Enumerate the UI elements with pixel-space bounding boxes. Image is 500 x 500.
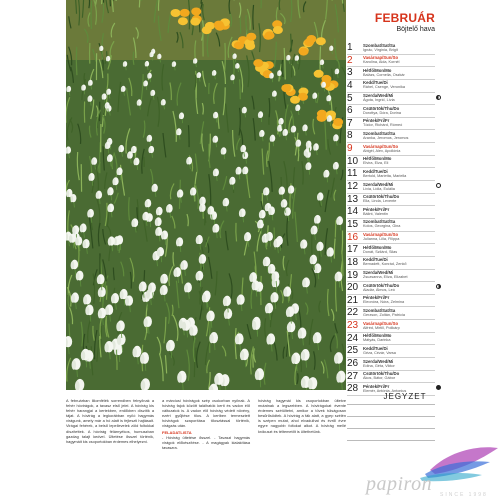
- logo-text: papiron: [366, 473, 433, 495]
- name-days: Géza, Cézár, Varsa: [363, 350, 396, 355]
- article-text: a márciusi hóvirágok szép csokorban nyílnak. A hóvirág fajok között találhatók kerti és vadon élő változatok is. A vadon élő hóvirág védett növény, ezért gyűjtése tilos. A kertben termesztett hóvirágok szaporítása tőosztással történik, virágzás után.: [162, 398, 250, 429]
- article-column-3: [258, 398, 346, 434]
- day-row: [347, 358, 435, 371]
- day-name: Hétfő/Mon/Mo: [363, 333, 392, 339]
- day-number: 2: [347, 54, 353, 66]
- day-name: Szombat/Sat/Sa: [363, 219, 396, 225]
- month-subtitle: Böjtelő hava: [396, 26, 435, 33]
- name-days: Bertold, Marietta, Mariella: [363, 173, 407, 178]
- day-number: 25: [347, 345, 359, 357]
- day-number: 20: [347, 282, 359, 294]
- notes-line: [347, 404, 435, 405]
- task-list-heading: FELADATLISTA: [162, 429, 192, 435]
- name-days: Elemér, Antónia, Antonius: [363, 388, 407, 393]
- name-days: Ráhel, Csenge, Veronika: [363, 85, 406, 90]
- notes-line: [347, 416, 435, 417]
- day-name: Szombat/Sat/Sa: [363, 307, 396, 313]
- day-number: 18: [347, 256, 359, 268]
- day-number: 13: [347, 193, 359, 205]
- day-name: Kedd/Tue/Di: [363, 257, 388, 263]
- name-days: Abigél, Alex, Apollónia: [363, 148, 401, 153]
- day-name: Hétfő/Mon/Mo: [363, 156, 392, 162]
- day-row: [347, 270, 435, 283]
- day-row: [347, 320, 435, 333]
- name-days: Balázs, Cornelia, Oszkár: [363, 72, 405, 77]
- notes-line: [347, 428, 435, 429]
- day-row: [347, 156, 435, 169]
- name-days: Ella, Linda, Levente: [363, 199, 397, 204]
- name-days: Julianna, Lilla, Filippa: [363, 237, 400, 242]
- day-number: 11: [347, 168, 358, 180]
- day-number: 15: [347, 218, 359, 230]
- day-name: Csütörtök/Thu/Do: [363, 105, 400, 111]
- calendar-column: [347, 0, 435, 395]
- day-number: 14: [347, 206, 359, 218]
- name-days: Dorottya, Dóra, Dorina: [363, 110, 401, 115]
- day-name: Kedd/Tue/Di: [363, 345, 388, 351]
- day-row: [347, 194, 435, 207]
- task-list-text: - Hóvirág ültetése ősszel. - Tavaszi hagymás virágok előkészítése. - A magágyak kialakítása tavaszra.: [162, 434, 250, 450]
- article-columns: [66, 398, 346, 500]
- day-name: Hétfő/Mon/Mo: [363, 67, 392, 73]
- day-name: Szerda/Wed/Mi: [363, 181, 394, 187]
- day-row: [347, 307, 435, 320]
- day-number: 26: [347, 358, 359, 370]
- day-name: Kedd/Tue/Di: [363, 80, 388, 86]
- name-days: Donát, Szilárd, Silas: [363, 249, 398, 254]
- day-name: Hétfő/Mon/Mo: [363, 244, 392, 250]
- day-row: [347, 219, 435, 232]
- moon-phase-icon: [436, 385, 441, 390]
- day-list: [347, 42, 435, 396]
- day-number: 21: [347, 294, 359, 306]
- day-name: Szerda/Wed/Mi: [363, 270, 394, 276]
- day-name: Szerda/Wed/Mi: [363, 93, 394, 99]
- snowdrop-field-image: [66, 0, 346, 390]
- day-number: 23: [347, 320, 359, 332]
- name-days: Alfréd, Mirtill, Polikárp: [363, 325, 400, 330]
- day-row: [347, 105, 435, 118]
- day-row: [347, 333, 435, 346]
- day-row: [347, 181, 435, 194]
- name-days: Aranka, Jeromos, Jeromos: [363, 135, 409, 140]
- article-column-2: [162, 398, 250, 450]
- day-number: 4: [347, 79, 353, 91]
- moon-phase-icon: [436, 95, 441, 100]
- day-name: Péntek/Fri/Fr: [363, 118, 390, 124]
- day-row: [347, 168, 435, 181]
- name-days: Edina, Géta, Viktor: [363, 363, 395, 368]
- name-days: Aladár, Álmos, Leó: [363, 287, 395, 292]
- day-row: [347, 345, 435, 358]
- day-number: 28: [347, 383, 359, 395]
- day-row: [347, 295, 435, 308]
- moon-phase-icon: [436, 183, 441, 188]
- day-row: [347, 42, 435, 55]
- day-row: [347, 55, 435, 68]
- name-days: Bernadett, Konrád, Zenkő: [363, 262, 407, 267]
- day-name: Vasárnap/Sun/So: [363, 55, 399, 61]
- day-name: Péntek/Fri/Fr: [363, 383, 390, 389]
- day-row: [347, 371, 435, 384]
- name-days: Mátyás, Darinka: [363, 338, 391, 343]
- day-row: [347, 143, 435, 156]
- month-title: FEBRUÁR: [374, 11, 435, 25]
- article-text: A februárban liliomfélék sorrendben felnyílnak a fehér hóvirágok, a tavasz első jelei. A hóvirág kis fehér harangjai a kertekben, erdőkben díszítik a tájat. A hóvirág a legkorábban nyíló hagymás virágunk, amely már a hó alatt is fejleszti hajtásait. Virágai fehérek, a belső lepellevelek zöld foltokkal díszítettek. A hóvirág félárnyékos, humuszban gazdag talajt kedvel. Ültetése ősszel történik, hagymáit kis csoportokban érdemes elhelyezni.: [66, 398, 154, 444]
- name-days: Elvira, Elza, Eli: [363, 161, 389, 166]
- day-name: Szerda/Wed/Mi: [363, 358, 394, 364]
- day-number: 24: [347, 332, 359, 344]
- name-days: Kolos, Georgina, Gina: [363, 224, 401, 229]
- name-days: Ákos, Bátor, Gábor: [363, 376, 396, 381]
- day-number: 16: [347, 231, 359, 243]
- day-row: [347, 232, 435, 245]
- day-name: Csütörtök/Thu/Do: [363, 194, 400, 200]
- day-number: 3: [347, 67, 353, 79]
- day-name: Szombat/Sat/Sa: [363, 42, 396, 48]
- name-days: Eleonóra, Nóra, Zelmina: [363, 300, 405, 305]
- name-days: Ignác, Virginia, Brigit: [363, 47, 398, 52]
- day-name: Szombat/Sat/Sa: [363, 130, 396, 136]
- day-number: 5: [347, 92, 353, 104]
- day-row: [347, 118, 435, 131]
- day-name: Vasárnap/Sun/So: [363, 232, 399, 238]
- logo-subtitle: SINCE 1998: [440, 492, 488, 498]
- notes-title: JEGYZET: [383, 392, 427, 401]
- day-row: [347, 282, 435, 295]
- day-row: [347, 80, 435, 93]
- day-number: 17: [347, 244, 359, 256]
- name-days: Tódor, Richárd, Rómeó: [363, 123, 403, 128]
- article-text: hóvirág hagymái kis csoportokban ültetve mutatnak a legszebben. A hóvirágokat évente érdemes szétültetni, amikor a tövek túlságosan besűrűsödtek. A hóvirág a fák alatt, a gyep szélén is szépen mutat, ahol elvadulhat és évről évre egyre nagyobb foltokat alkot. A hóvirág mellé krókuszt és téltemetőt is ültethetünk.: [258, 398, 346, 434]
- day-name: Péntek/Fri/Fr: [363, 206, 390, 212]
- day-number: 9: [347, 143, 353, 155]
- day-number: 10: [347, 155, 359, 167]
- day-name: Csütörtök/Thu/Do: [363, 282, 400, 288]
- day-row: [347, 130, 435, 143]
- day-row: [347, 206, 435, 219]
- day-name: Vasárnap/Sun/So: [363, 143, 399, 149]
- article-column-1: [66, 398, 154, 444]
- name-days: Karolina, Aida, Kornél: [363, 60, 400, 65]
- day-number: 1: [347, 42, 353, 53]
- day-name: Csütörtök/Thu/Do: [363, 371, 400, 377]
- day-row: [347, 244, 435, 257]
- day-number: 12: [347, 181, 359, 193]
- name-days: Lívia, Lídia, Eulália: [363, 186, 395, 191]
- day-number: 22: [347, 307, 359, 319]
- snowdrop-photo: [66, 0, 346, 390]
- day-name: Péntek/Fri/Fr: [363, 295, 390, 301]
- name-days: Zsuzsanna, Eliza, Elizabet: [363, 275, 408, 280]
- day-number: 6: [347, 105, 353, 117]
- moon-phase-icon: [436, 284, 441, 289]
- day-row: [347, 93, 435, 106]
- name-days: Bálint, Valentin: [363, 211, 389, 216]
- day-number: 27: [347, 370, 359, 382]
- day-number: 7: [347, 117, 353, 129]
- name-days: Ágota, Ingrid, Lívia: [363, 98, 395, 103]
- day-number: 19: [347, 269, 359, 281]
- day-number: 8: [347, 130, 353, 142]
- day-name: Kedd/Tue/Di: [363, 168, 388, 174]
- name-days: Gerzson, Zoltán, Patrícia: [363, 312, 405, 317]
- day-row: [347, 67, 435, 80]
- day-name: Vasárnap/Sun/So: [363, 320, 399, 326]
- day-row: [347, 257, 435, 270]
